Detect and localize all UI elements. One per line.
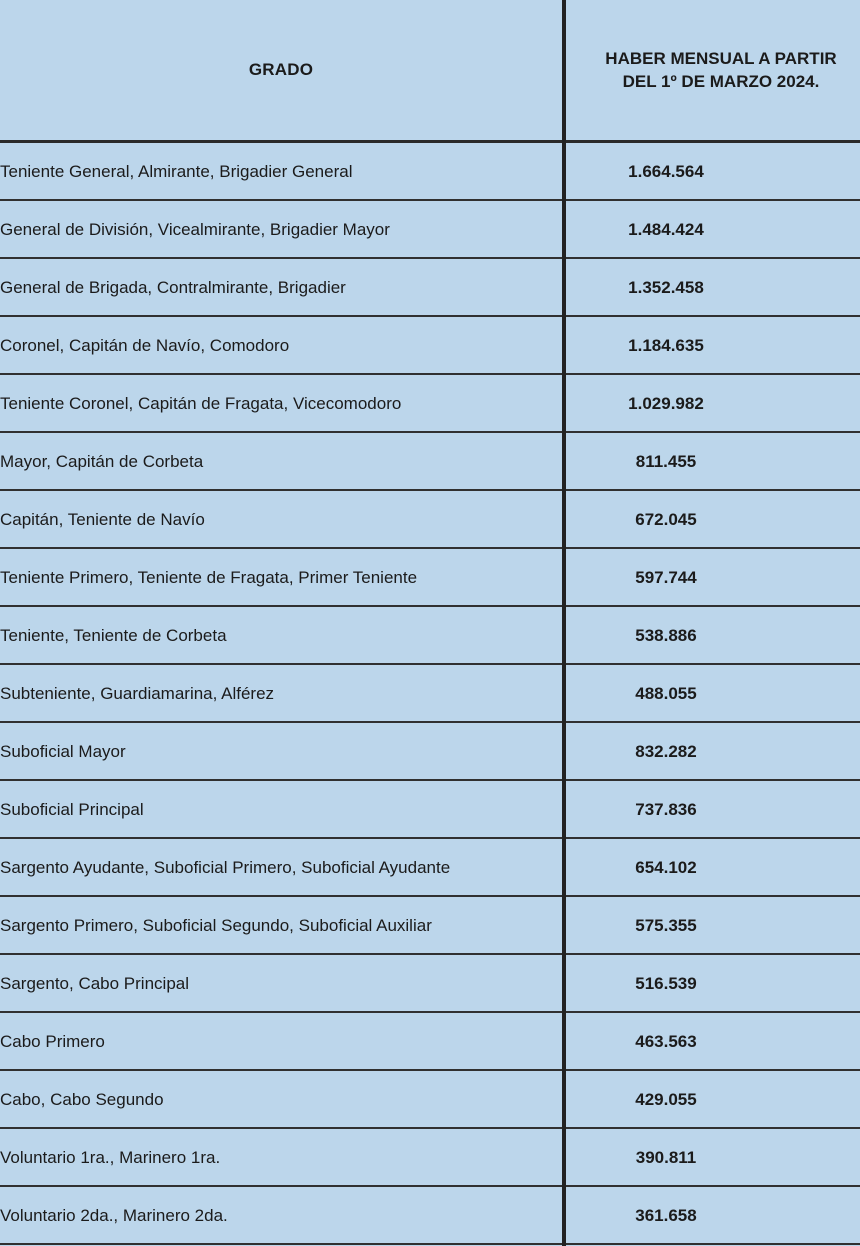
table-row [0,201,860,259]
table-row [0,549,860,607]
haber-cell: 654.102 [635,858,697,877]
table-row [0,143,860,201]
table-row [0,375,860,433]
table-row [0,433,860,491]
table-header [0,0,860,143]
grado-cell: Suboficial Principal [0,800,144,819]
grado-cell: Voluntario 1ra., Marinero 1ra. [0,1148,221,1167]
grado-cell: Suboficial Mayor [0,742,126,761]
grado-cell: Teniente Coronel, Capitán de Fragata, Vicecomodoro [0,394,402,413]
grado-cell: Sargento, Cabo Principal [0,974,190,993]
grado-cell: Cabo, Cabo Segundo [0,1090,164,1109]
grado-cell: Teniente General, Almirante, Brigadier General [0,162,353,181]
table-row [0,317,860,375]
column-divider [562,0,566,1246]
haber-cell: 672.045 [635,510,697,529]
grado-cell: General de División, Vicealmirante, Brigadier Mayor [0,220,390,239]
grado-cell: Coronel, Capitán de Navío, Comodoro [0,336,290,355]
table-row [0,665,860,723]
haber-cell: 1.184.635 [628,336,704,355]
table-row [0,781,860,839]
haber-cell: 575.355 [635,916,697,935]
grado-cell: Mayor, Capitán de Corbeta [0,452,204,471]
header-haber [566,0,860,140]
header-haber-line2: DEL 1º DE MARZO 2024. [622,72,820,91]
grado-cell: Sargento Primero, Suboficial Segundo, Suboficial Auxiliar [0,916,432,935]
haber-cell: 1.484.424 [628,220,704,239]
header-grado: GRADO [248,60,314,79]
grado-cell: Sargento Ayudante, Suboficial Primero, Suboficial Ayudante [0,858,451,877]
haber-cell: 832.282 [635,742,697,761]
haber-cell: 463.563 [635,1032,697,1051]
grado-cell: Teniente, Teniente de Corbeta [0,626,227,645]
grado-cell: Cabo Primero [0,1032,105,1051]
grado-cell: Voluntario 2da., Marinero 2da. [0,1206,228,1225]
haber-cell: 737.836 [635,800,697,819]
table-row [0,839,860,897]
haber-cell: 1.029.982 [628,394,704,413]
grado-cell: Subteniente, Guardiamarina, Alférez [0,684,275,703]
table-row [0,491,860,549]
haber-cell: 1.664.564 [628,162,704,181]
table-row [0,1071,860,1129]
haber-cell: 516.539 [635,974,697,993]
header-haber-line1: HABER MENSUAL A PARTIR [605,49,837,68]
haber-cell: 390.811 [635,1148,697,1167]
table-row [0,1013,860,1071]
table-row [0,607,860,665]
haber-cell: 538.886 [635,626,697,645]
haber-cell: 429.055 [635,1090,697,1109]
table-row [0,1187,860,1245]
table-row [0,259,860,317]
haber-cell: 597.744 [635,568,697,587]
grado-cell: Capitán, Teniente de Navío [0,510,205,529]
table-row [0,723,860,781]
grado-cell: Teniente Primero, Teniente de Fragata, Primer Teniente [0,568,418,587]
haber-cell: 488.055 [635,684,697,703]
table-row [0,955,860,1013]
haber-cell: 811.455 [635,452,697,471]
table-row [0,1129,860,1187]
haber-cell: 1.352.458 [628,278,704,297]
table-row [0,897,860,955]
table-body [0,143,860,1245]
grado-cell: General de Brigada, Contralmirante, Brigadier [0,278,346,297]
haber-cell: 361.658 [635,1206,697,1225]
